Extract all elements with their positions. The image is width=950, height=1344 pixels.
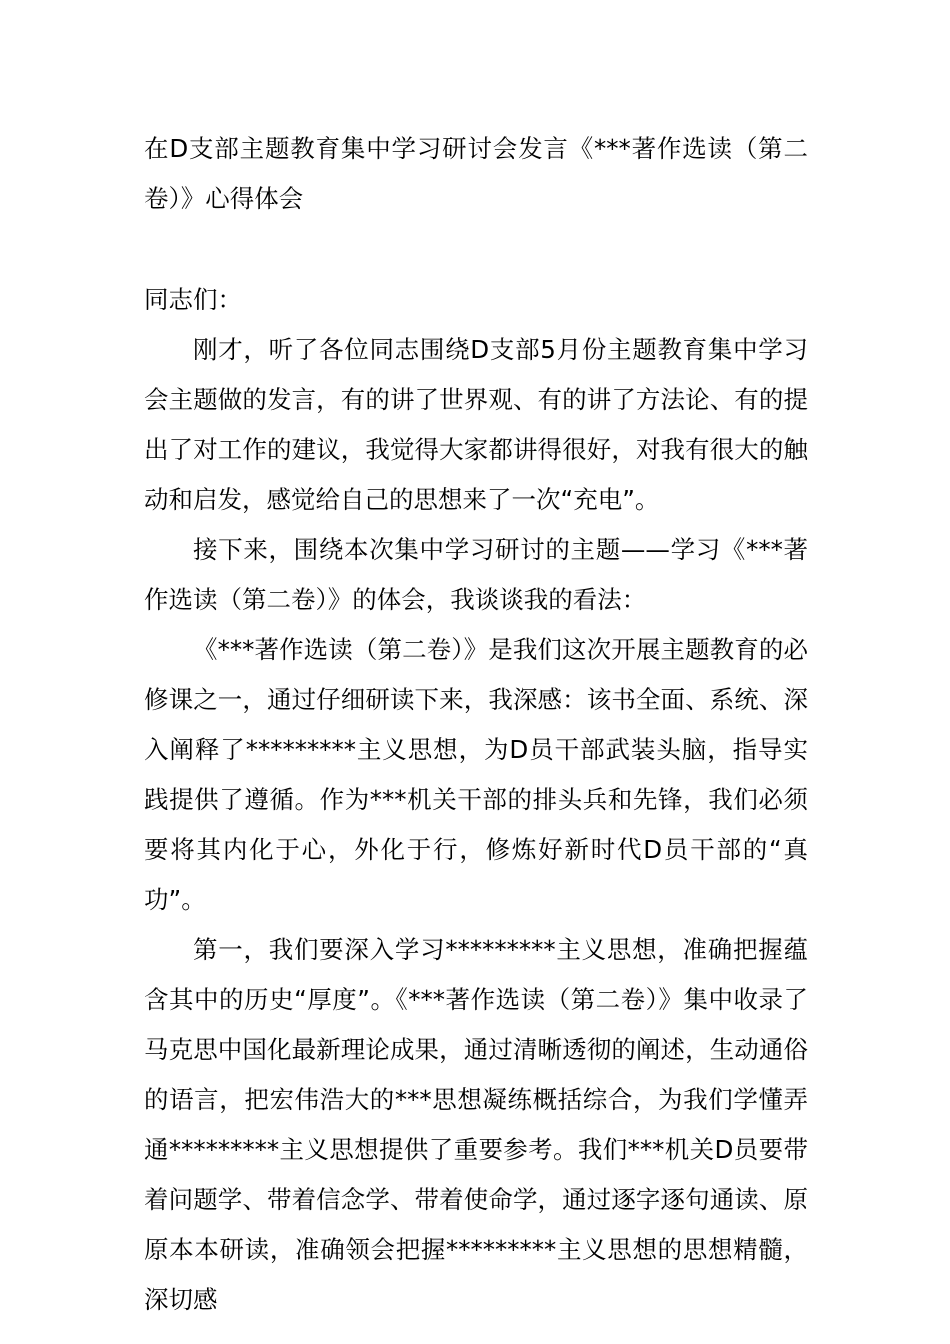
paragraph-4: 第一，我们要深入学习*********主义思想，准确把握蕴含其中的历史“厚度”。《***著作选读（第二卷）》集中收录了马克思中国化最新理论成果，通过清晰透彻的阐述，生动通俗的语言，把宏伟浩大的***思想凝练概括综合，为我们学懂弄通*********主义思想提供了重要参考。我们***机关D员要带着问题学、带着信念学、带着使命学，通过逐字逐句通读、原原本本研读，准确领会把握*********主义思想的思想精髓，深切感 [144, 935, 808, 1314]
document-title: 在D支部主题教育集中学习研讨会发言《***著作选读（第二卷）》心得体会 [144, 134, 808, 213]
salutation: 同志们： [144, 285, 242, 314]
paragraph-1: 刚才，听了各位同志围绕D支部5月份主题教育集中学习会主题做的发言，有的讲了世界观、有的讲了方法论、有的提出了对工作的建议，我觉得大家都讲得很好，对我有很大的触动和启发，感觉给自己的思想来了一次“充电”。 [144, 335, 808, 514]
paragraph-2: 接下来，围绕本次集中学习研讨的主题——学习《***著作选读（第二卷）》的体会，我谈谈我的看法： [144, 535, 808, 614]
document-body [144, 325, 808, 1325]
paragraph-3: 《***著作选读（第二卷）》是我们这次开展主题教育的必修课之一，通过仔细研读下来，我深感：该书全面、系统、深入阐释了*********主义思想，为D员干部武装头脑，指导实践提供了遵循。作为***机关干部的排头兵和先锋，我们必须要将其内化于心，外化于行，修炼好新时代D员干部的“真功”。 [144, 635, 808, 914]
